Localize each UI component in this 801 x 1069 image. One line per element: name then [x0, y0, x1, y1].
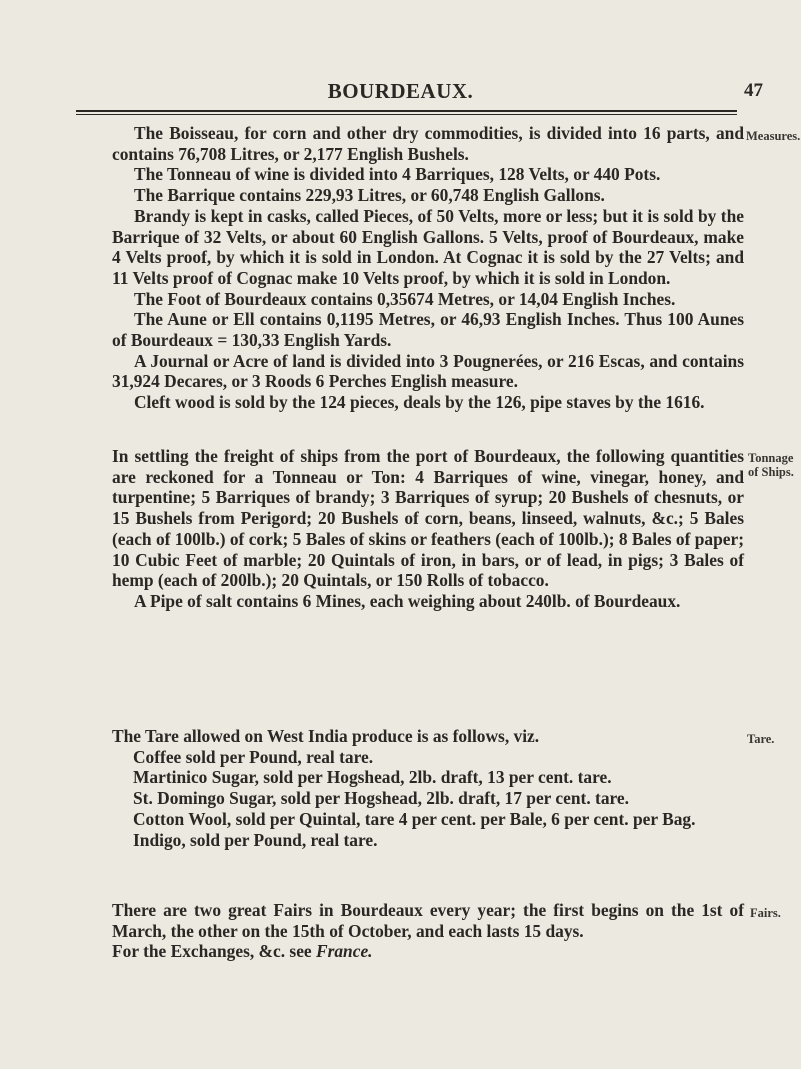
fairs-paragraph: There are two great Fairs in Bourdeaux every year; the first begins on the 1st of March, the other on the 15th of October, and each lasts 15 days. — [112, 900, 744, 941]
tare-coffee: Coffee sold per Pound, real tare. — [133, 746, 374, 767]
tare-indigo: Indigo, sold per Pound, real tare. — [133, 829, 378, 850]
measures-foot: The Foot of Bourdeaux contains 0,35674 Metres, or 14,04 English Inches. — [134, 288, 676, 309]
fairs-see-prefix: For the Exchanges, &c. see — [112, 941, 312, 962]
header-rule-thin — [76, 114, 737, 115]
tonnage-salt: A Pipe of salt contains 6 Mines, each weighing about 240lb. of Bourdeaux. — [134, 590, 681, 611]
header-rule — [76, 110, 737, 112]
measures-brandy: Brandy is kept in casks, called Pieces, of 50 Velts, more or less; but it is sold by the Barrique of 32 Velts, or about 60 English Gallons. 5 Velts, proof of Bourdeaux, make 4 Velts proof, by which it is sold in London. At Cognac it is sold by the 27 Velts; and 11 Velts proof of Cognac make 10 Velts proof, by which it is sold in London. — [112, 205, 744, 288]
tare-cotton-wool: Cotton Wool, sold per Quintal, tare 4 per cent. per Bale, 6 per cent. per Bag. — [133, 808, 696, 829]
tonnage-paragraph: In settling the freight of ships from the port of Bourdeaux, the following quantities are reckoned for a Tonneau or Ton: 4 Barriques of wine, vinegar, honey, and turpentine; 5 Barriques of brandy; 3 Barriques of syrup; 20 Bushels of chesnuts, or 15 Bushels from Perigord; 20 Bushels of corn, beans, linseed, walnuts, &c.; 5 Bales (each of 100lb.) of cork; 5 Bales of skins or feathers (each of 100lb.); 8 Bales of paper; 10 Cubic Feet of marble; 20 Quintals of iron, in bars, or of lead, in pigs; 3 Bales of hemp (each of 200lb.); 20 Quintals, or 150 Rolls of tobacco. — [112, 446, 744, 591]
tonnage-section — [112, 446, 744, 612]
margin-note-measures: Measures. — [746, 129, 801, 143]
margin-note-tonnage: Tonnage of Ships. — [748, 451, 794, 479]
measures-tonneau: The Tonneau of wine is divided into 4 Barriques, 128 Velts, or 440 Pots. — [134, 164, 661, 185]
measures-cleft-wood: Cleft wood is sold by the 124 pieces, deals by the 126, pipe staves by the 1616. — [134, 392, 705, 413]
running-title: BOURDEAUX. — [327, 79, 474, 103]
tare-martinico-sugar: Martinico Sugar, sold per Hogshead, 2lb. draft, 13 per cent. tare. — [133, 767, 612, 788]
margin-note-fairs: Fairs. — [750, 906, 781, 920]
page-number: 47 — [744, 80, 763, 101]
measures-barrique: The Barrique contains 229,93 Litres, or 60,748 English Gallons. — [134, 185, 605, 206]
margin-note-tare: Tare. — [747, 732, 775, 746]
measures-section — [112, 123, 744, 413]
fairs-section — [112, 900, 744, 962]
tare-section — [112, 726, 744, 850]
measures-journal: A Journal or Acre of land is divided into 3 Pougnerées, or 216 Escas, and contains 31,924 Decares, or 3 Roods 6 Perches English measure. — [112, 350, 744, 392]
tare-intro: The Tare allowed on West India produce is as follows, viz. — [112, 726, 540, 746]
tare-st-domingo-sugar: St. Domingo Sugar, sold per Hogshead, 2lb. draft, 17 per cent. tare. — [133, 788, 629, 809]
fairs-see-reference: France. — [316, 941, 373, 962]
measures-boisseau: The Boisseau, for corn and other dry commodities, is divided into 16 parts, and contains 76,708 Litres, or 2,177 English Bushels. — [112, 123, 744, 164]
measures-aune: The Aune or Ell contains 0,1195 Metres, or 46,93 English Inches. Thus 100 Aunes of Bourdeaux = 130,33 English Yards. — [112, 309, 744, 351]
fairs-see-line — [112, 941, 744, 962]
